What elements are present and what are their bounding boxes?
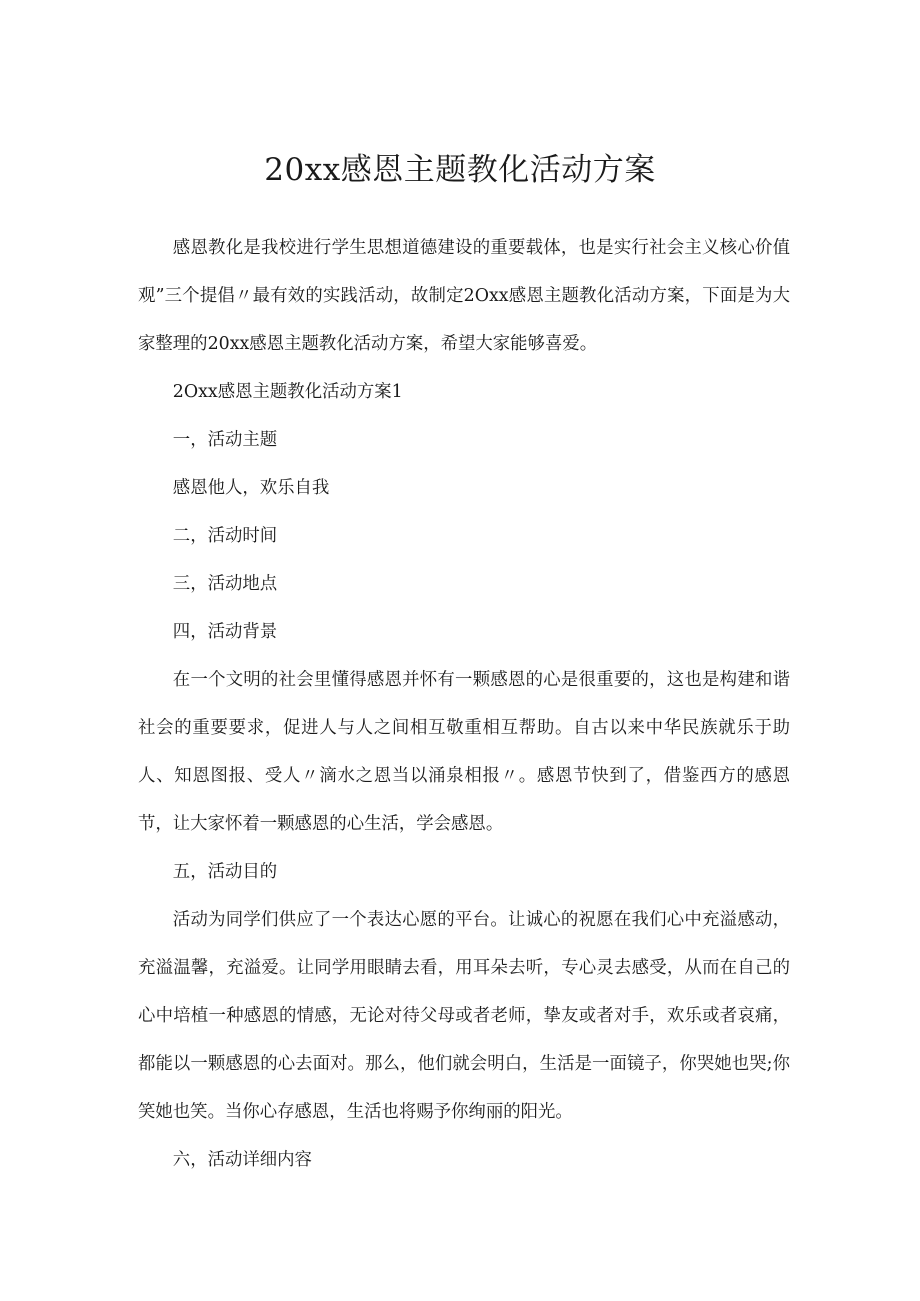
intro-paragraph: 感恩教化是我校进行学生思想道德建设的重要载体，也是实行社会主义核心价值观”三个提倡〃最有效的实践活动，故制定2Oxx感恩主题教化活动方案，下面是为大家整理的20xx感恩主题教化活动方案，希望大家能够喜爱。 xyxy=(138,238,790,354)
section-heading-background: 四，活动背景 xyxy=(172,622,278,642)
section-heading-time: 二，活动时间 xyxy=(172,526,278,546)
document-body xyxy=(138,224,790,1184)
section-body-background: 在一个文明的社会里懂得感恩并怀有一颗感恩的心是很重要的，这也是构建和谐社会的重要要求，促进人与人之间相互敬重相互帮助。自古以来中华民族就乐于助人、知恩图报、受人〃滴水之恩当以涌泉相报〃。感恩节快到了，借鉴西方的感恩节，让大家怀着一颗感恩的心生活，学会感恩。 xyxy=(138,670,790,834)
section-body-theme: 感恩他人，欢乐自我 xyxy=(172,478,330,498)
plan-heading: 2Oxx感恩主题教化活动方案1 xyxy=(172,382,403,402)
section-heading-theme: 一，活动主题 xyxy=(172,430,278,450)
section-heading-purpose: 五，活动目的 xyxy=(172,862,278,882)
section-heading-details: 六，活动详细内容 xyxy=(172,1150,312,1170)
document-title: 20xx感恩主题教化活动方案 xyxy=(264,152,656,188)
section-heading-location: 三，活动地点 xyxy=(172,574,278,594)
section-body-purpose: 活动为同学们供应了一个表达心愿的平台。让诚心的祝愿在我们心中充溢感动，充溢温馨，充溢爱。让同学用眼睛去看，用耳朵去听，专心灵去感受，从而在自己的心中培植一种感恩的情感，无论对待父母或者老师，挚友或者对手，欢乐或者哀痛，都能以一颗感恩的心去面对。那么，他们就会明白，生活是一面镜子，你哭她也哭;你笑她也笑。当你心存感恩，生活也将赐予你绚丽的阳光。 xyxy=(138,910,790,1122)
